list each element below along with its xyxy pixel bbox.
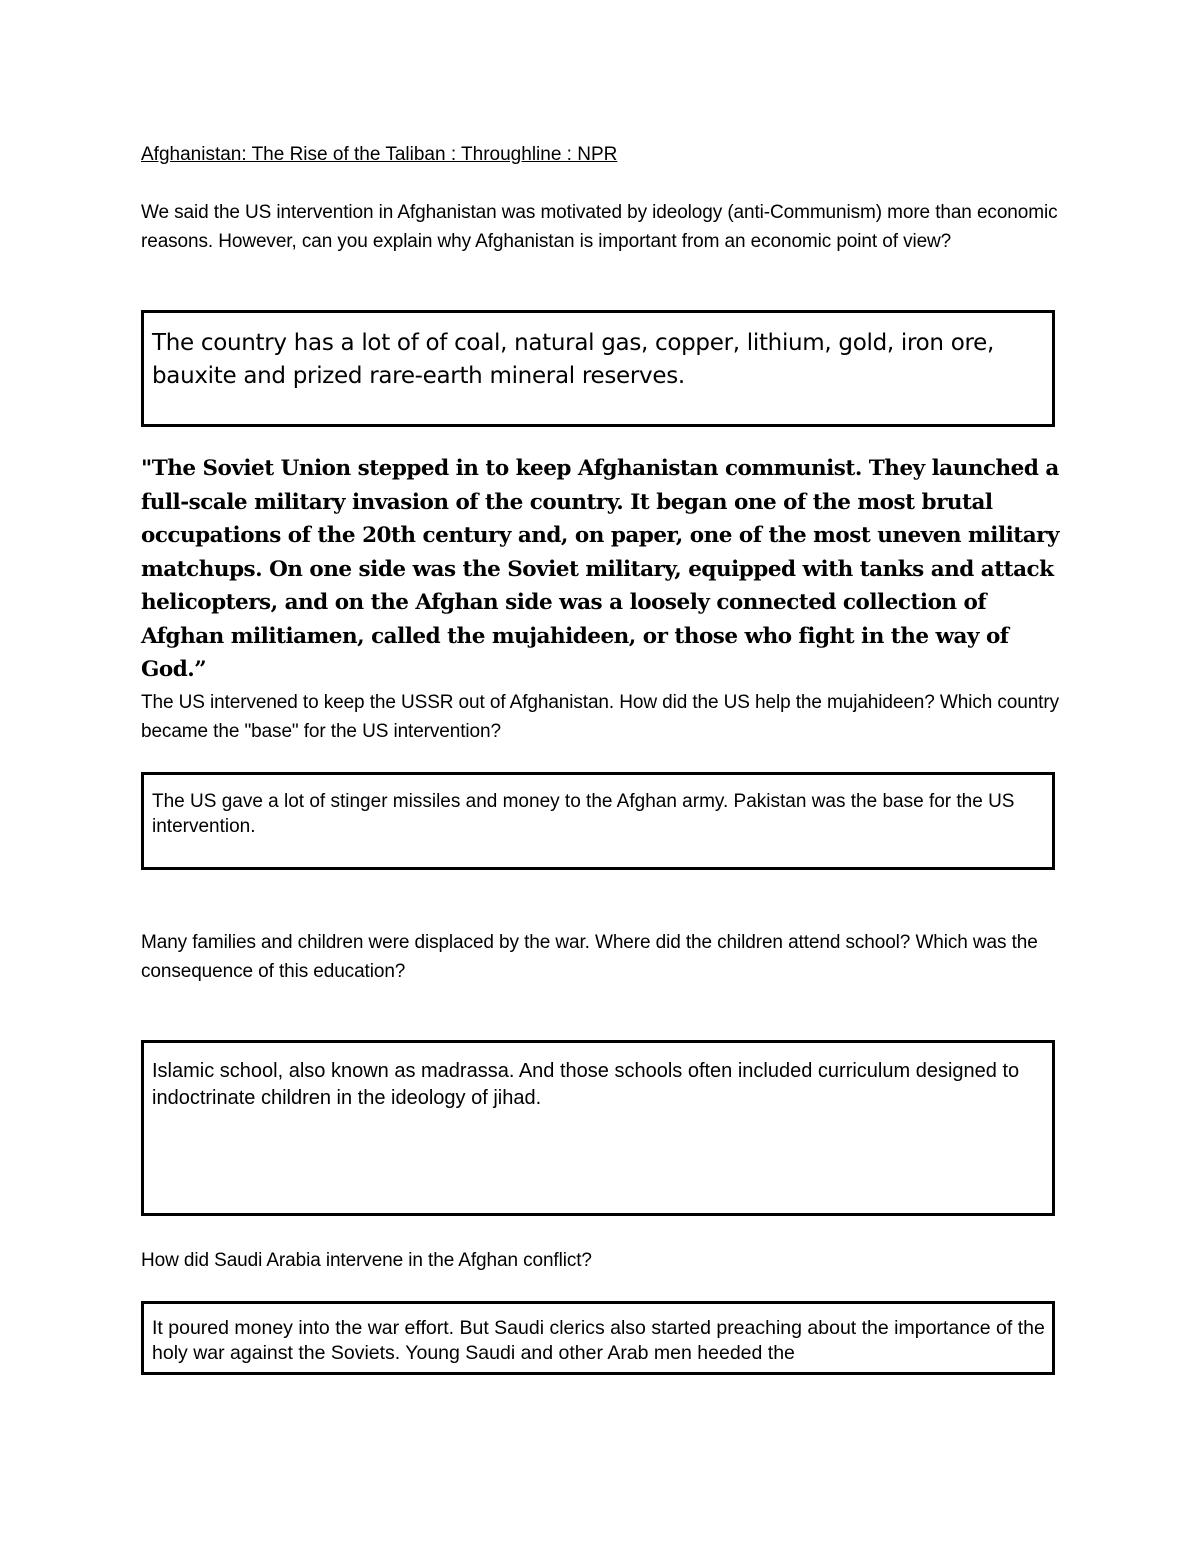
answer-box-us-help[interactable] — [141, 772, 1055, 870]
answer-children-school-text: Islamic school, also known as madrassa. And those schools often included curriculum designed to indoctrinate children in the ideology of jihad. — [152, 1060, 1020, 1109]
question-us-help: The US intervened to keep the USSR out of Afghanistan. How did the US help the mujahideen? Which country became the "base" for the US intervention? — [141, 692, 1059, 742]
source-link[interactable]: Afghanistan: The Rise of the Taliban : Throughline : NPR — [141, 144, 618, 165]
answer-us-help-text: The US gave a lot of stinger missiles and money to the Afghan army. Pakistan was the base for the US intervention. — [152, 791, 1015, 837]
answer-box-children-school[interactable] — [141, 1040, 1055, 1216]
answer-box-saudi-arabia[interactable] — [141, 1301, 1055, 1375]
answer-economic-text: The country has a lot of of coal, natural gas, copper, lithium, gold, iron ore, bauxite and prized rare-earth mineral reserves. — [152, 330, 995, 389]
question-saudi-arabia: How did Saudi Arabia intervene in the Afghan conflict? — [141, 1250, 592, 1271]
quote-soviet-invasion: "The Soviet Union stepped in to keep Afghanistan communist. They launched a full-scale military invasion of the country. It began one of the most brutal occupations of the 20th century and, on paper, one of the most uneven military matchups. On one side was the Soviet military, equipped with tanks and attack helicopters, and on the Afghan side was a loosely connected collection of Afghan militiamen, called the mujahideen, or those who fight in the way of God.” — [141, 456, 1059, 682]
question-economic-importance: We said the US intervention in Afghanistan was motivated by ideology (anti-Communism) more than economic reasons. However, can you explain why Afghanistan is important from an economic point of view? — [141, 202, 1058, 252]
question-children-school: Many families and children were displaced by the war. Where did the children attend school? Which was the consequence of this education? — [141, 932, 1038, 982]
answer-saudi-arabia-text: It poured money into the war effort. But Saudi clerics also started preaching about the importance of the holy war against the Soviets. Young Saudi and other Arab men heeded the — [152, 1317, 1045, 1364]
answer-box-economic[interactable] — [141, 310, 1055, 427]
